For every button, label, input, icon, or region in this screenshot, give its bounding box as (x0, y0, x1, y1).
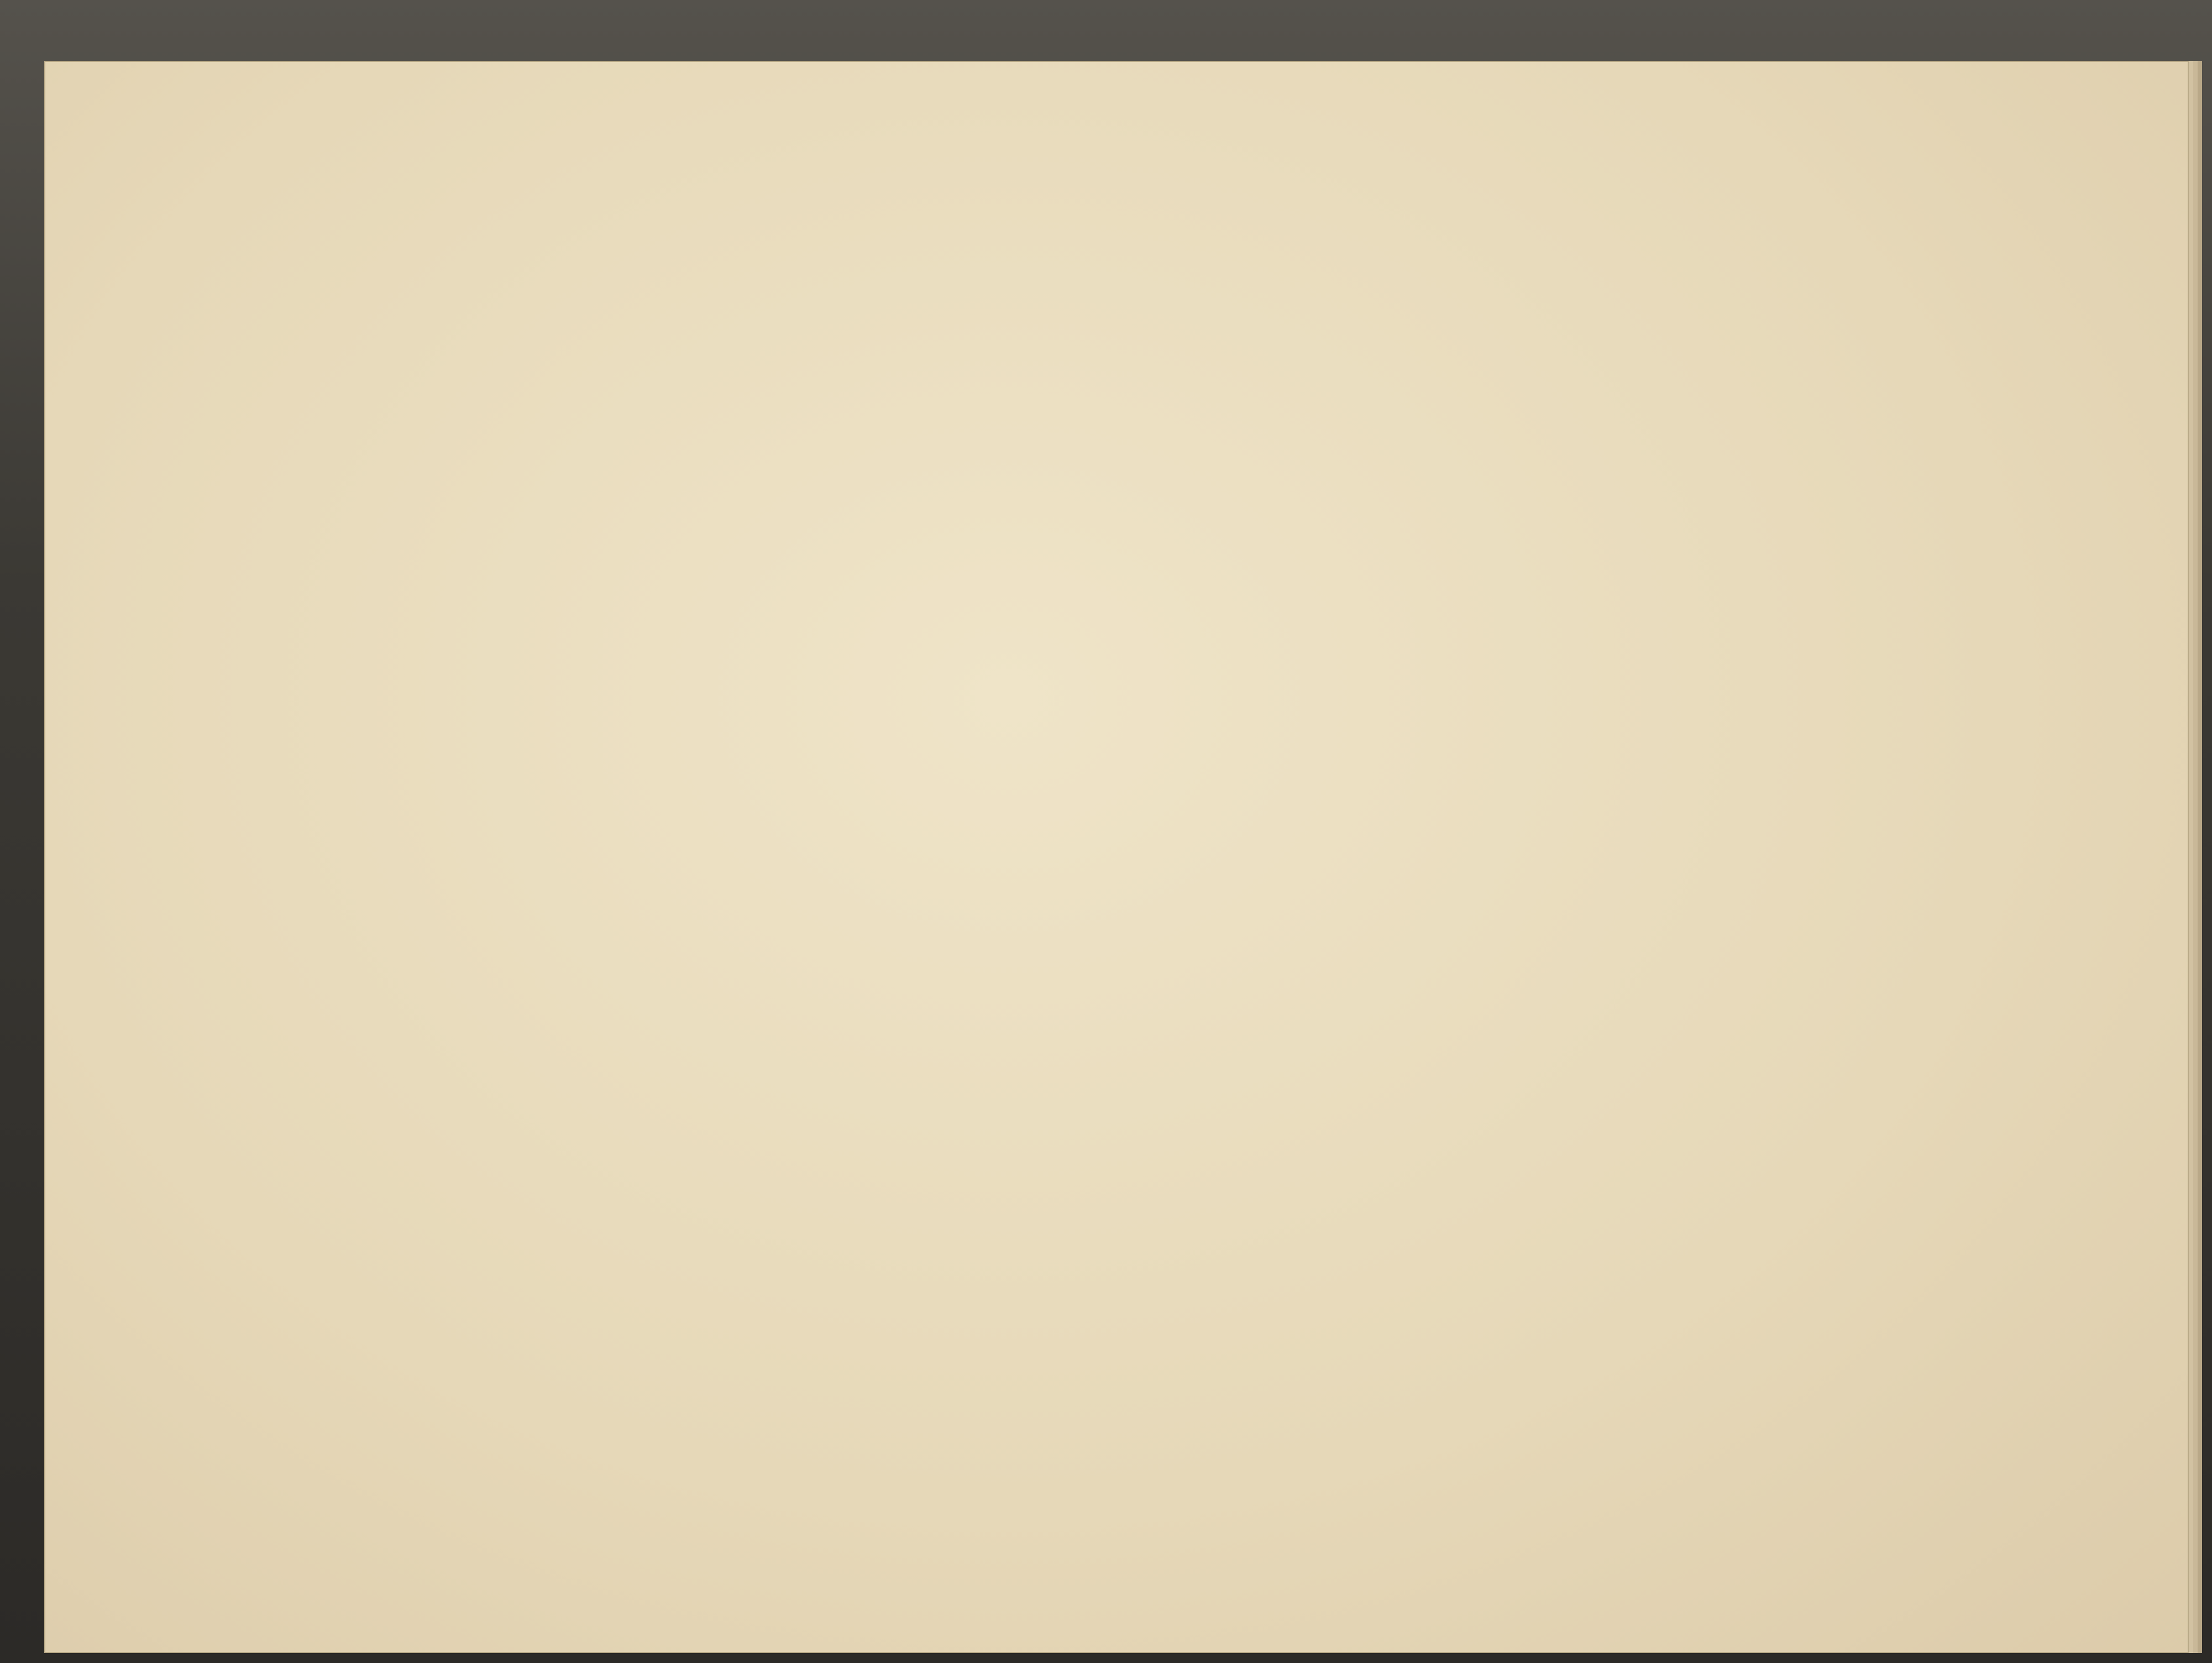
rotated-page-content (2089, 381, 2212, 1663)
book-page (44, 61, 2189, 1653)
